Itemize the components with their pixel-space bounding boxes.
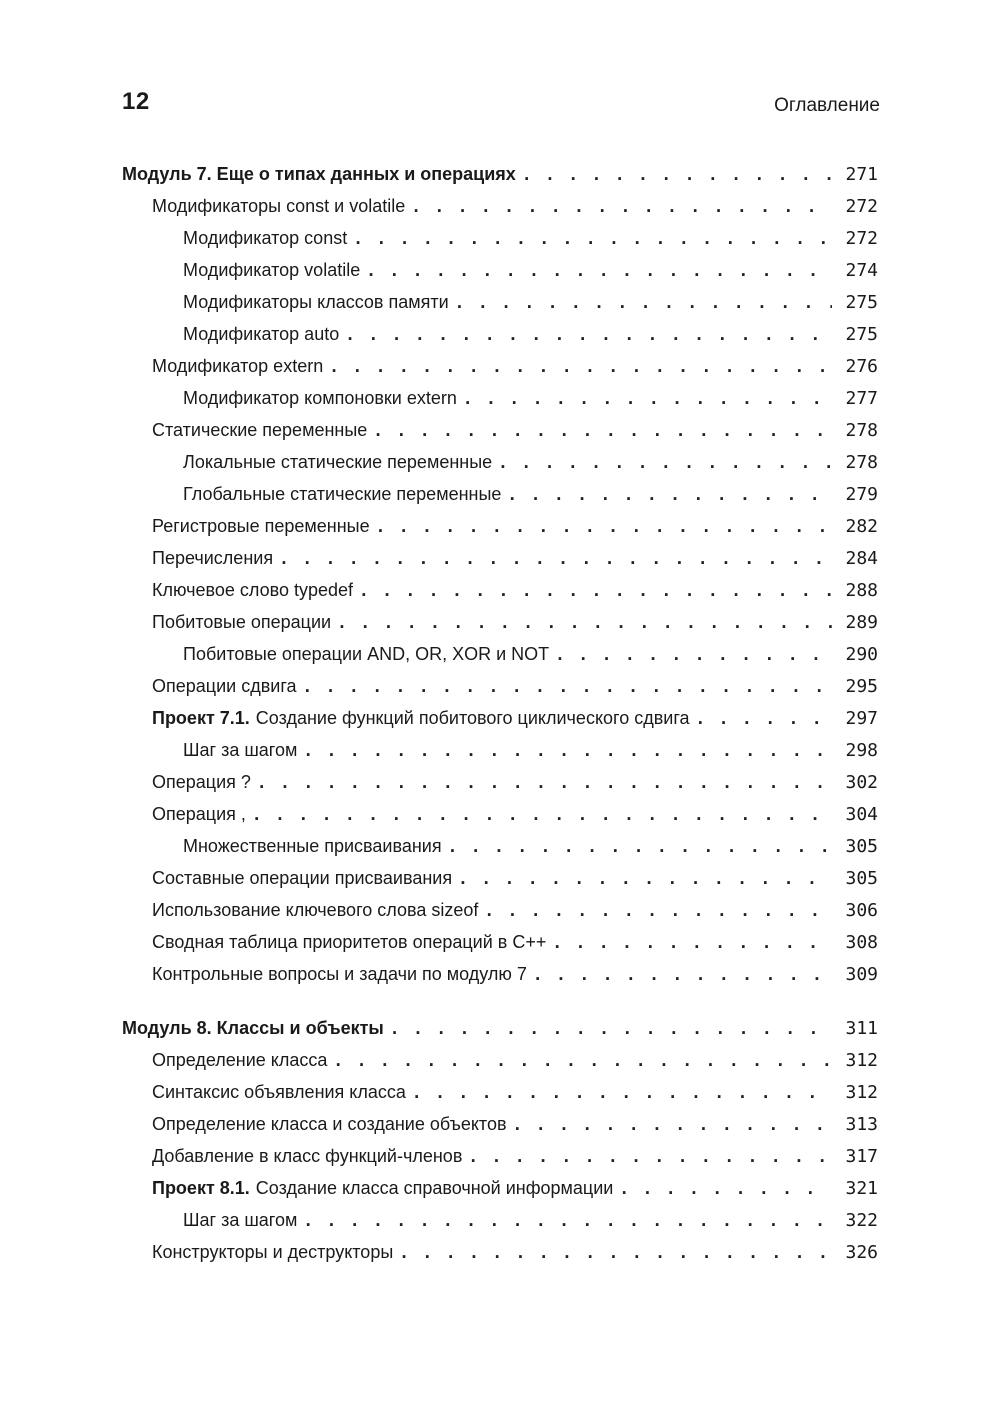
toc-page-number: 312 bbox=[845, 1050, 878, 1071]
toc-page-number: 311 bbox=[845, 1018, 878, 1039]
dot-leader bbox=[257, 773, 832, 792]
toc-entry bbox=[122, 580, 878, 612]
toc-entry-title: Модификатор const bbox=[183, 228, 348, 248]
toc-entry-title: Множественные присваивания bbox=[183, 836, 442, 856]
toc-entry bbox=[122, 932, 878, 964]
toc-entry-title: Модификатор auto bbox=[183, 324, 340, 344]
toc-page-number: 276 bbox=[845, 356, 878, 377]
toc-entry bbox=[122, 772, 878, 804]
dot-leader bbox=[399, 1243, 832, 1262]
toc-page-number: 274 bbox=[845, 260, 878, 281]
dot-leader bbox=[412, 1083, 832, 1102]
toc-entry bbox=[122, 1082, 878, 1114]
toc-entry-label bbox=[152, 804, 246, 825]
toc-entry bbox=[122, 1178, 878, 1210]
toc-page-number: 289 bbox=[845, 612, 878, 633]
toc-entry-label bbox=[183, 836, 442, 857]
toc-entry bbox=[122, 484, 878, 516]
toc-page-number: 278 bbox=[845, 420, 878, 441]
toc-entry-label bbox=[152, 420, 367, 441]
toc-entry-title: Локальные статические переменные bbox=[183, 452, 493, 472]
dot-leader bbox=[373, 421, 832, 440]
toc-entry-label bbox=[152, 612, 331, 633]
toc-entry-label bbox=[152, 1242, 393, 1263]
dot-leader bbox=[458, 869, 832, 888]
dot-leader bbox=[345, 325, 832, 344]
toc-entry-label bbox=[152, 548, 273, 569]
toc-entry-label bbox=[183, 740, 297, 761]
dot-leader bbox=[484, 901, 832, 920]
toc-entry-title: Сводная таблица приоритетов операций в C++ bbox=[152, 932, 547, 952]
toc-entry-title: Модуль 8. Классы и объекты bbox=[122, 1018, 384, 1038]
toc-entry bbox=[122, 1146, 878, 1178]
toc-entry-label bbox=[152, 964, 527, 985]
dot-leader bbox=[303, 741, 832, 760]
dot-leader bbox=[329, 357, 832, 376]
toc-entry bbox=[122, 388, 878, 420]
toc-entry-label bbox=[152, 868, 452, 889]
dot-leader bbox=[513, 1115, 832, 1134]
toc-entry-title: Перечисления bbox=[152, 548, 274, 568]
toc-page-number: 308 bbox=[845, 932, 878, 953]
dot-leader bbox=[359, 581, 832, 600]
dot-leader bbox=[366, 261, 832, 280]
dot-leader bbox=[619, 1179, 832, 1198]
toc-entry-title: Модификатор extern bbox=[152, 356, 324, 376]
toc-entry-label bbox=[152, 932, 546, 953]
toc-page-number: 295 bbox=[845, 676, 878, 697]
dot-leader bbox=[390, 1019, 832, 1038]
toc-page-number: 288 bbox=[845, 580, 878, 601]
toc-entry-label bbox=[152, 1114, 507, 1135]
toc-entry-label bbox=[183, 260, 360, 281]
toc-page-number: 297 bbox=[845, 708, 878, 729]
toc-entry-title: Операции сдвига bbox=[152, 676, 297, 696]
dot-leader bbox=[333, 1051, 832, 1070]
dot-leader bbox=[552, 933, 832, 952]
toc-entry-label bbox=[183, 1210, 297, 1231]
toc-entry-title: Шаг за шагом bbox=[183, 1210, 298, 1230]
toc-entry-label bbox=[152, 1146, 462, 1167]
toc-page-number: 304 bbox=[845, 804, 878, 825]
dot-leader bbox=[507, 485, 832, 504]
dot-leader bbox=[337, 613, 832, 632]
toc-entry-title: Определение класса bbox=[152, 1050, 328, 1070]
toc-entry-label bbox=[183, 388, 457, 409]
toc-entry bbox=[122, 548, 878, 580]
toc-entry-title: Операция , bbox=[152, 804, 246, 824]
toc-page-number: 284 bbox=[845, 548, 878, 569]
toc-entry-title: Добавление в класс функций-членов bbox=[152, 1146, 463, 1166]
toc-entry bbox=[122, 260, 878, 292]
toc-entry bbox=[122, 964, 878, 996]
toc-entry bbox=[122, 836, 878, 868]
toc-entry bbox=[122, 868, 878, 900]
toc-page-number: 290 bbox=[845, 644, 878, 665]
dot-leader bbox=[353, 229, 832, 248]
toc-page-number: 271 bbox=[845, 164, 878, 185]
toc-entry bbox=[122, 356, 878, 388]
toc-entry bbox=[122, 324, 878, 356]
toc-entry-title: Модификатор volatile bbox=[183, 260, 361, 280]
toc-entry-title: Глобальные статические переменные bbox=[183, 484, 502, 504]
dot-leader bbox=[448, 837, 832, 856]
toc-entry bbox=[122, 708, 878, 740]
toc-entry-title: Регистровые переменные bbox=[152, 516, 370, 536]
toc-entry bbox=[122, 452, 878, 484]
toc-entry-title: Ключевое слово typedef bbox=[152, 580, 353, 600]
toc-entry-label bbox=[152, 708, 690, 729]
dot-leader bbox=[498, 453, 832, 472]
toc-entry-label bbox=[152, 772, 251, 793]
toc-page-number: 326 bbox=[845, 1242, 878, 1263]
toc-entry bbox=[122, 900, 878, 932]
dot-leader bbox=[303, 677, 832, 696]
toc-entry-title: Создание функций побитового циклического сдвига bbox=[255, 708, 690, 728]
toc-page-number: 298 bbox=[845, 740, 878, 761]
toc-page-number: 272 bbox=[845, 228, 878, 249]
dot-leader bbox=[463, 389, 832, 408]
dot-leader bbox=[303, 1211, 832, 1230]
toc-entry-title: Использование ключевого слова sizeof bbox=[152, 900, 479, 920]
toc-entry-label bbox=[122, 1018, 384, 1039]
toc-page-number: 279 bbox=[845, 484, 878, 505]
dot-leader bbox=[279, 549, 832, 568]
toc-module-entry bbox=[122, 164, 878, 196]
toc-entry-label bbox=[183, 484, 501, 505]
toc-page-number: 278 bbox=[845, 452, 878, 473]
toc-entry-title: Контрольные вопросы и задачи по модулю 7 bbox=[152, 964, 527, 984]
toc-entry bbox=[122, 1210, 878, 1242]
project-prefix: Проект 8.1. bbox=[152, 1178, 250, 1198]
toc-entry-title: Модификаторы const и volatile bbox=[152, 196, 406, 216]
toc-entry-title: Синтаксис объявления класса bbox=[152, 1082, 406, 1102]
dot-leader bbox=[696, 709, 832, 728]
toc-page-number: 272 bbox=[845, 196, 878, 217]
toc-page-number: 312 bbox=[845, 1082, 878, 1103]
toc-page-number: 305 bbox=[845, 868, 878, 889]
dot-leader bbox=[555, 645, 832, 664]
toc-entry bbox=[122, 612, 878, 644]
dot-leader bbox=[468, 1147, 832, 1166]
toc-entry-title: Операция ? bbox=[152, 772, 251, 792]
toc-entry bbox=[122, 1242, 878, 1274]
toc-entry-title: Модуль 7. Еще о типах данных и операциях bbox=[122, 164, 516, 184]
toc-page-number: 322 bbox=[845, 1210, 878, 1231]
toc-entry bbox=[122, 228, 878, 260]
toc-entry bbox=[122, 1114, 878, 1146]
toc-entry-title: Побитовые операции bbox=[152, 612, 332, 632]
table-of-contents bbox=[122, 164, 878, 1274]
toc-entry bbox=[122, 676, 878, 708]
toc-entry-label bbox=[152, 1082, 406, 1103]
toc-entry bbox=[122, 644, 878, 676]
toc-entry bbox=[122, 420, 878, 452]
toc-page-number: 282 bbox=[845, 516, 878, 537]
toc-entry-label bbox=[183, 292, 449, 313]
toc-page-number: 277 bbox=[845, 388, 878, 409]
toc-page-number: 313 bbox=[845, 1114, 878, 1135]
toc-entry-label bbox=[152, 516, 370, 537]
toc-entry bbox=[122, 516, 878, 548]
toc-entry bbox=[122, 740, 878, 772]
toc-entry-label bbox=[152, 676, 297, 697]
toc-page-number: 302 bbox=[845, 772, 878, 793]
toc-entry-label bbox=[152, 356, 323, 377]
toc-entry-label bbox=[152, 900, 478, 921]
running-head: Оглавление bbox=[774, 95, 880, 116]
toc-entry-label bbox=[183, 228, 347, 249]
toc-entry-title: Составные операции присваивания bbox=[152, 868, 453, 888]
toc-entry-label bbox=[152, 1050, 327, 1071]
toc-page-number: 317 bbox=[845, 1146, 878, 1167]
toc-page-number: 275 bbox=[845, 324, 878, 345]
toc-entry-label bbox=[152, 1178, 613, 1199]
toc-entry-title: Побитовые операции AND, OR, XOR и NOT bbox=[183, 644, 550, 664]
toc-entry-title: Создание класса справочной информации bbox=[255, 1178, 614, 1198]
toc-entry bbox=[122, 196, 878, 228]
toc-entry bbox=[122, 292, 878, 324]
page-number: 12 bbox=[122, 88, 150, 115]
toc-entry-title: Конструкторы и деструкторы bbox=[152, 1242, 394, 1262]
toc-module-entry bbox=[122, 1018, 878, 1050]
toc-page-number: 321 bbox=[845, 1178, 878, 1199]
toc-entry-label bbox=[183, 644, 549, 665]
dot-leader bbox=[455, 293, 832, 312]
toc-entry-title: Определение класса и создание объектов bbox=[152, 1114, 507, 1134]
toc-entry-label bbox=[122, 164, 516, 185]
dot-leader bbox=[411, 197, 832, 216]
toc-page-number: 305 bbox=[845, 836, 878, 857]
dot-leader bbox=[376, 517, 832, 536]
toc-page-number: 275 bbox=[845, 292, 878, 313]
toc-entry-title: Модификатор компоновки extern bbox=[183, 388, 457, 408]
toc-entry bbox=[122, 1050, 878, 1082]
toc-entry-title: Статические переменные bbox=[152, 420, 368, 440]
dot-leader bbox=[252, 805, 832, 824]
dot-leader bbox=[522, 165, 832, 184]
toc-entry-label bbox=[183, 452, 492, 473]
toc-entry-label bbox=[152, 196, 405, 217]
toc-entry-label bbox=[152, 580, 353, 601]
toc-page-number: 309 bbox=[845, 964, 878, 985]
project-prefix: Проект 7.1. bbox=[152, 708, 250, 728]
toc-page-number: 306 bbox=[845, 900, 878, 921]
toc-entry-title: Модификаторы классов памяти bbox=[183, 292, 449, 312]
dot-leader bbox=[533, 965, 832, 984]
toc-entry-title: Шаг за шагом bbox=[183, 740, 298, 760]
toc-entry-label bbox=[183, 324, 339, 345]
toc-entry bbox=[122, 804, 878, 836]
